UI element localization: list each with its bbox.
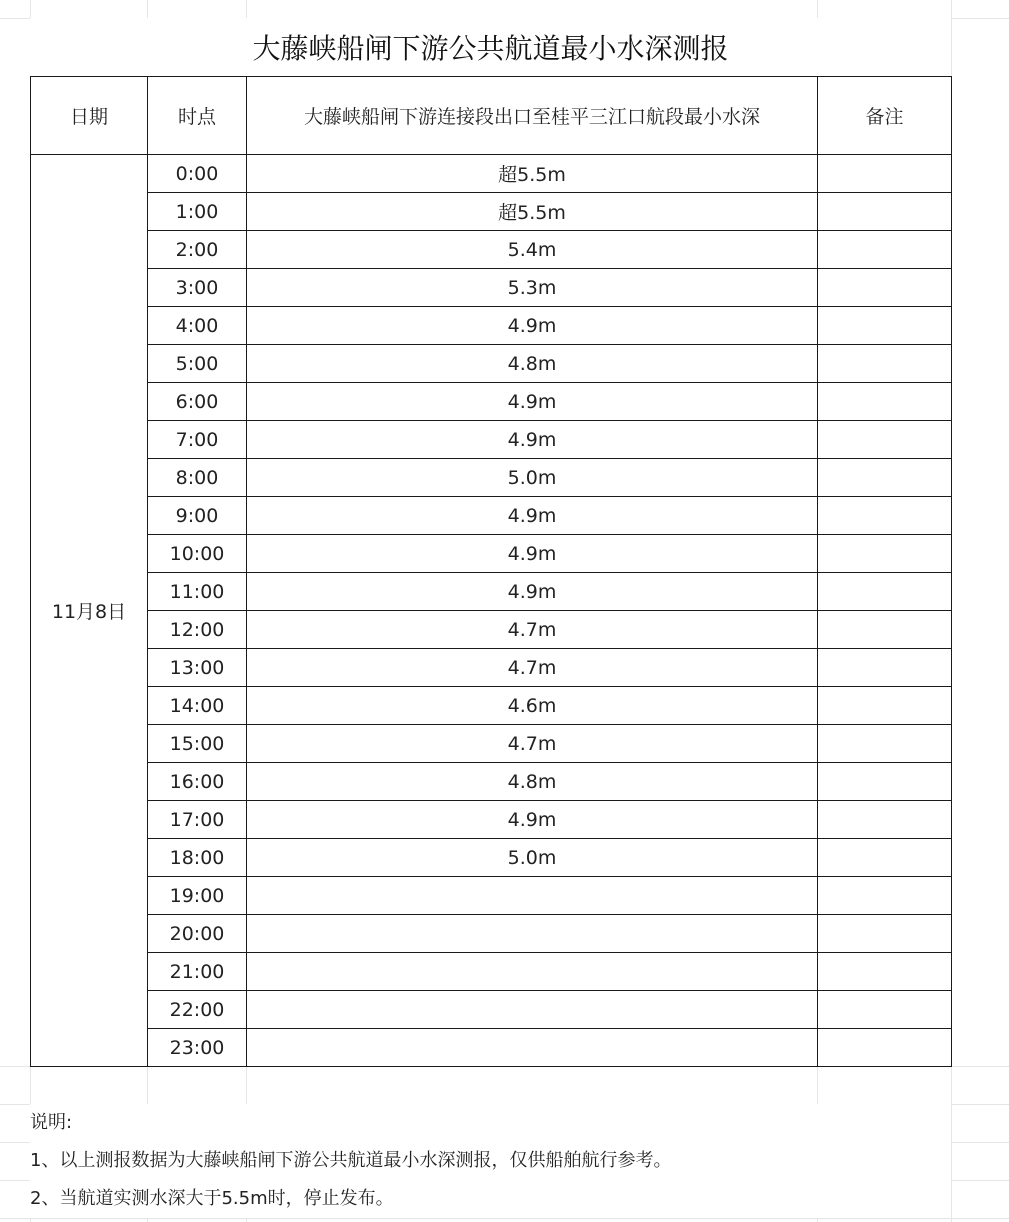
table-row (31, 383, 952, 421)
table-body (31, 77, 952, 1067)
depth-cell[interactable]: 4.9m (247, 383, 818, 421)
remark-cell[interactable] (818, 953, 952, 991)
table-row (31, 915, 952, 953)
table-row (31, 497, 952, 535)
header-time[interactable]: 时点 (148, 77, 247, 155)
remark-cell[interactable] (818, 611, 952, 649)
table-row (31, 1029, 952, 1067)
time-cell[interactable]: 23:00 (148, 1029, 247, 1067)
table-row (31, 459, 952, 497)
remark-cell[interactable] (818, 1029, 952, 1067)
depth-cell[interactable]: 4.6m (247, 687, 818, 725)
table-row (31, 307, 952, 345)
depth-cell[interactable]: 4.9m (247, 801, 818, 839)
time-cell[interactable]: 21:00 (148, 953, 247, 991)
remark-cell[interactable] (818, 649, 952, 687)
time-cell[interactable]: 18:00 (148, 839, 247, 877)
table-row (31, 535, 952, 573)
table-row (31, 991, 952, 1029)
time-cell[interactable]: 4:00 (148, 307, 247, 345)
time-cell[interactable]: 13:00 (148, 649, 247, 687)
depth-cell[interactable]: 超5.5m (247, 155, 818, 193)
notes-section (30, 1104, 951, 1218)
header-date[interactable]: 日期 (31, 77, 148, 155)
time-cell[interactable]: 20:00 (148, 915, 247, 953)
table-row (31, 421, 952, 459)
time-cell[interactable]: 19:00 (148, 877, 247, 915)
remark-cell[interactable] (818, 991, 952, 1029)
time-cell[interactable]: 7:00 (148, 421, 247, 459)
depth-cell[interactable] (247, 953, 818, 991)
time-cell[interactable]: 6:00 (148, 383, 247, 421)
time-cell[interactable]: 14:00 (148, 687, 247, 725)
time-cell[interactable]: 15:00 (148, 725, 247, 763)
table-row (31, 687, 952, 725)
table-row (31, 725, 952, 763)
depth-cell[interactable]: 4.9m (247, 421, 818, 459)
note-line-1[interactable]: 1、以上测报数据为大藤峡船闸下游公共航道最小水深测报，仅供船舶航行参考。 (30, 1150, 672, 1171)
table-row (31, 611, 952, 649)
depth-cell[interactable] (247, 877, 818, 915)
remark-cell[interactable] (818, 269, 952, 307)
table-row (31, 763, 952, 801)
table-row (31, 877, 952, 915)
depth-cell[interactable]: 5.3m (247, 269, 818, 307)
note-line-2[interactable]: 2、当航道实测水深大于5.5m时，停止发布。 (30, 1188, 394, 1209)
depth-cell[interactable]: 5.0m (247, 459, 818, 497)
remark-cell[interactable] (818, 535, 952, 573)
depth-cell[interactable] (247, 915, 818, 953)
remark-cell[interactable] (818, 497, 952, 535)
remark-cell[interactable] (818, 345, 952, 383)
remark-cell[interactable] (818, 231, 952, 269)
depth-cell[interactable]: 4.8m (247, 763, 818, 801)
table-row (31, 345, 952, 383)
depth-cell[interactable]: 4.7m (247, 611, 818, 649)
header-depth[interactable]: 大藤峡船闸下游连接段出口至桂平三江口航段最小水深 (247, 77, 818, 155)
depth-cell[interactable]: 超5.5m (247, 193, 818, 231)
remark-cell[interactable] (818, 573, 952, 611)
time-cell[interactable]: 22:00 (148, 991, 247, 1029)
depth-cell[interactable]: 4.7m (247, 725, 818, 763)
time-cell[interactable]: 17:00 (148, 801, 247, 839)
depth-cell[interactable]: 4.8m (247, 345, 818, 383)
remark-cell[interactable] (818, 801, 952, 839)
table-row (31, 649, 952, 687)
time-cell[interactable]: 3:00 (148, 269, 247, 307)
remark-cell[interactable] (818, 839, 952, 877)
remark-cell[interactable] (818, 193, 952, 231)
depth-cell[interactable]: 4.9m (247, 573, 818, 611)
remark-cell[interactable] (818, 725, 952, 763)
time-cell[interactable]: 1:00 (148, 193, 247, 231)
table-row (31, 573, 952, 611)
table-row (31, 801, 952, 839)
time-cell[interactable]: 11:00 (148, 573, 247, 611)
depth-cell[interactable] (247, 1029, 818, 1067)
time-cell[interactable]: 16:00 (148, 763, 247, 801)
remark-cell[interactable] (818, 459, 952, 497)
header-remark[interactable]: 备注 (818, 77, 952, 155)
time-cell[interactable]: 0:00 (148, 155, 247, 193)
depth-cell[interactable]: 4.9m (247, 307, 818, 345)
report-title[interactable]: 大藤峡船闸下游公共航道最小水深测报 (30, 18, 951, 76)
table-row (31, 193, 952, 231)
notes-heading[interactable]: 说明: (30, 1112, 73, 1133)
remark-cell[interactable] (818, 915, 952, 953)
header-row (31, 77, 952, 155)
remark-cell[interactable] (818, 307, 952, 345)
table-row (31, 839, 952, 877)
date-cell[interactable]: 11月8日 (31, 155, 148, 1067)
remark-cell[interactable] (818, 421, 952, 459)
depth-cell[interactable]: 4.9m (247, 497, 818, 535)
remark-cell[interactable] (818, 155, 952, 193)
depth-cell[interactable]: 4.9m (247, 535, 818, 573)
depth-cell[interactable]: 5.4m (247, 231, 818, 269)
time-cell[interactable]: 10:00 (148, 535, 247, 573)
table-row (31, 231, 952, 269)
time-cell[interactable]: 5:00 (148, 345, 247, 383)
time-cell[interactable]: 8:00 (148, 459, 247, 497)
remark-cell[interactable] (818, 763, 952, 801)
remark-cell[interactable] (818, 687, 952, 725)
table-row (31, 155, 952, 193)
depth-cell[interactable]: 5.0m (247, 839, 818, 877)
table-row (31, 269, 952, 307)
time-cell[interactable]: 9:00 (148, 497, 247, 535)
depth-cell[interactable]: 4.7m (247, 649, 818, 687)
depth-report-table (30, 76, 952, 1067)
time-cell[interactable]: 2:00 (148, 231, 247, 269)
table-row (31, 953, 952, 991)
remark-cell[interactable] (818, 383, 952, 421)
depth-cell[interactable] (247, 991, 818, 1029)
remark-cell[interactable] (818, 877, 952, 915)
time-cell[interactable]: 12:00 (148, 611, 247, 649)
